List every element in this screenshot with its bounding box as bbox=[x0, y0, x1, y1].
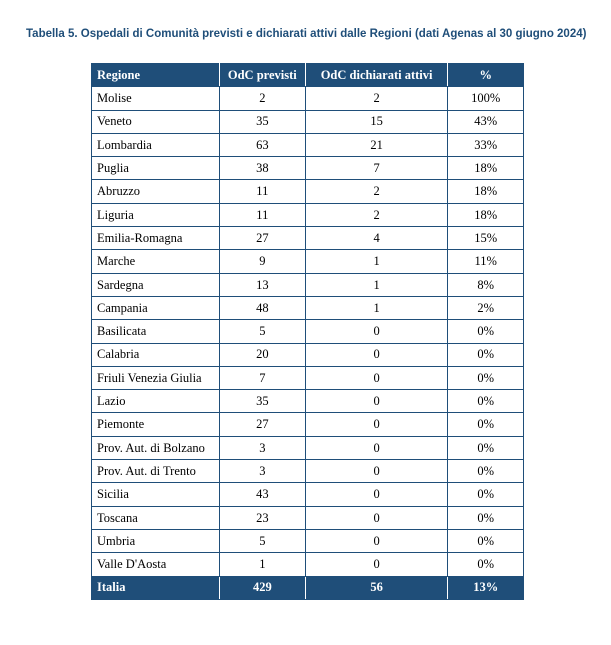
table-row bbox=[92, 133, 524, 156]
cell-regione: Campania bbox=[92, 296, 220, 319]
cell-regione: Lazio bbox=[92, 390, 220, 413]
cell-odc-previsti: 5 bbox=[219, 529, 305, 552]
cell-odc-previsti: 1 bbox=[219, 553, 305, 576]
table-row bbox=[92, 506, 524, 529]
cell-percent: 43% bbox=[448, 110, 524, 133]
cell-odc-attivi: 0 bbox=[305, 506, 448, 529]
cell-odc-previsti: 7 bbox=[219, 366, 305, 389]
cell-regione: Emilia-Romagna bbox=[92, 227, 220, 250]
cell-percent: 18% bbox=[448, 157, 524, 180]
table-row bbox=[92, 87, 524, 110]
total-label: Italia bbox=[92, 576, 220, 599]
cell-odc-attivi: 2 bbox=[305, 203, 448, 226]
cell-regione: Calabria bbox=[92, 343, 220, 366]
cell-regione: Veneto bbox=[92, 110, 220, 133]
regions-table bbox=[91, 63, 524, 600]
cell-odc-previsti: 9 bbox=[219, 250, 305, 273]
cell-odc-attivi: 0 bbox=[305, 460, 448, 483]
cell-odc-previsti: 3 bbox=[219, 436, 305, 459]
table-footer bbox=[92, 576, 524, 599]
cell-odc-previsti: 23 bbox=[219, 506, 305, 529]
cell-odc-previsti: 38 bbox=[219, 157, 305, 180]
cell-percent: 0% bbox=[448, 413, 524, 436]
cell-regione: Umbria bbox=[92, 529, 220, 552]
column-header-odc-attivi: OdC dichiarati attivi bbox=[305, 64, 448, 87]
cell-odc-previsti: 2 bbox=[219, 87, 305, 110]
cell-percent: 0% bbox=[448, 506, 524, 529]
cell-odc-attivi: 21 bbox=[305, 133, 448, 156]
cell-percent: 18% bbox=[448, 203, 524, 226]
cell-percent: 15% bbox=[448, 227, 524, 250]
cell-percent: 100% bbox=[448, 87, 524, 110]
cell-percent: 0% bbox=[448, 390, 524, 413]
table-row bbox=[92, 180, 524, 203]
cell-odc-attivi: 2 bbox=[305, 87, 448, 110]
table-row bbox=[92, 157, 524, 180]
cell-odc-previsti: 63 bbox=[219, 133, 305, 156]
table-row bbox=[92, 250, 524, 273]
cell-percent: 0% bbox=[448, 460, 524, 483]
cell-odc-previsti: 20 bbox=[219, 343, 305, 366]
cell-regione: Prov. Aut. di Bolzano bbox=[92, 436, 220, 459]
total-row bbox=[92, 576, 524, 599]
table-row bbox=[92, 413, 524, 436]
total-odc-attivi: 56 bbox=[305, 576, 448, 599]
cell-odc-attivi: 0 bbox=[305, 390, 448, 413]
cell-percent: 0% bbox=[448, 343, 524, 366]
cell-regione: Molise bbox=[92, 87, 220, 110]
cell-odc-attivi: 2 bbox=[305, 180, 448, 203]
cell-odc-previsti: 35 bbox=[219, 390, 305, 413]
cell-odc-previsti: 11 bbox=[219, 180, 305, 203]
cell-percent: 33% bbox=[448, 133, 524, 156]
cell-odc-attivi: 0 bbox=[305, 366, 448, 389]
cell-percent: 0% bbox=[448, 436, 524, 459]
cell-odc-attivi: 0 bbox=[305, 483, 448, 506]
cell-percent: 11% bbox=[448, 250, 524, 273]
cell-odc-previsti: 3 bbox=[219, 460, 305, 483]
table-row bbox=[92, 366, 524, 389]
cell-odc-attivi: 0 bbox=[305, 343, 448, 366]
cell-regione: Marche bbox=[92, 250, 220, 273]
table-row bbox=[92, 436, 524, 459]
cell-regione: Prov. Aut. di Trento bbox=[92, 460, 220, 483]
cell-regione: Piemonte bbox=[92, 413, 220, 436]
cell-regione: Sardegna bbox=[92, 273, 220, 296]
cell-percent: 0% bbox=[448, 529, 524, 552]
cell-odc-attivi: 7 bbox=[305, 157, 448, 180]
column-header-odc-previsti: OdC previsti bbox=[219, 64, 305, 87]
cell-odc-previsti: 43 bbox=[219, 483, 305, 506]
cell-regione: Toscana bbox=[92, 506, 220, 529]
cell-regione: Friuli Venezia Giulia bbox=[92, 366, 220, 389]
cell-odc-attivi: 1 bbox=[305, 250, 448, 273]
column-header-regione: Regione bbox=[92, 64, 220, 87]
cell-regione: Basilicata bbox=[92, 320, 220, 343]
cell-regione: Lombardia bbox=[92, 133, 220, 156]
table-row bbox=[92, 296, 524, 319]
total-odc-previsti: 429 bbox=[219, 576, 305, 599]
table-header bbox=[92, 64, 524, 87]
cell-regione: Abruzzo bbox=[92, 180, 220, 203]
table-row bbox=[92, 529, 524, 552]
table-row bbox=[92, 343, 524, 366]
table-body bbox=[92, 87, 524, 576]
cell-odc-previsti: 35 bbox=[219, 110, 305, 133]
cell-percent: 0% bbox=[448, 366, 524, 389]
cell-odc-previsti: 13 bbox=[219, 273, 305, 296]
cell-percent: 0% bbox=[448, 483, 524, 506]
cell-percent: 18% bbox=[448, 180, 524, 203]
header-row bbox=[92, 64, 524, 87]
table-row bbox=[92, 227, 524, 250]
cell-odc-previsti: 11 bbox=[219, 203, 305, 226]
column-header-percent: % bbox=[448, 64, 524, 87]
cell-regione: Valle D'Aosta bbox=[92, 553, 220, 576]
cell-regione: Sicilia bbox=[92, 483, 220, 506]
table-row bbox=[92, 320, 524, 343]
cell-odc-attivi: 0 bbox=[305, 436, 448, 459]
table-row bbox=[92, 460, 524, 483]
cell-odc-attivi: 0 bbox=[305, 320, 448, 343]
cell-odc-attivi: 0 bbox=[305, 413, 448, 436]
table-caption: Tabella 5. Ospedali di Comunità previsti e dichiarati attivi dalle Regioni (dati Agenas al 30 giugno 2024) bbox=[26, 28, 587, 40]
cell-odc-previsti: 48 bbox=[219, 296, 305, 319]
cell-percent: 8% bbox=[448, 273, 524, 296]
cell-percent: 0% bbox=[448, 553, 524, 576]
cell-odc-attivi: 1 bbox=[305, 273, 448, 296]
cell-odc-previsti: 5 bbox=[219, 320, 305, 343]
cell-percent: 2% bbox=[448, 296, 524, 319]
table-row bbox=[92, 553, 524, 576]
table-row bbox=[92, 203, 524, 226]
cell-odc-attivi: 0 bbox=[305, 529, 448, 552]
cell-regione: Puglia bbox=[92, 157, 220, 180]
cell-regione: Liguria bbox=[92, 203, 220, 226]
table-row bbox=[92, 110, 524, 133]
total-percent: 13% bbox=[448, 576, 524, 599]
cell-odc-previsti: 27 bbox=[219, 227, 305, 250]
table-row bbox=[92, 483, 524, 506]
cell-odc-attivi: 4 bbox=[305, 227, 448, 250]
table-row bbox=[92, 273, 524, 296]
cell-percent: 0% bbox=[448, 320, 524, 343]
cell-odc-attivi: 0 bbox=[305, 553, 448, 576]
cell-odc-attivi: 1 bbox=[305, 296, 448, 319]
cell-odc-previsti: 27 bbox=[219, 413, 305, 436]
table-row bbox=[92, 390, 524, 413]
cell-odc-attivi: 15 bbox=[305, 110, 448, 133]
